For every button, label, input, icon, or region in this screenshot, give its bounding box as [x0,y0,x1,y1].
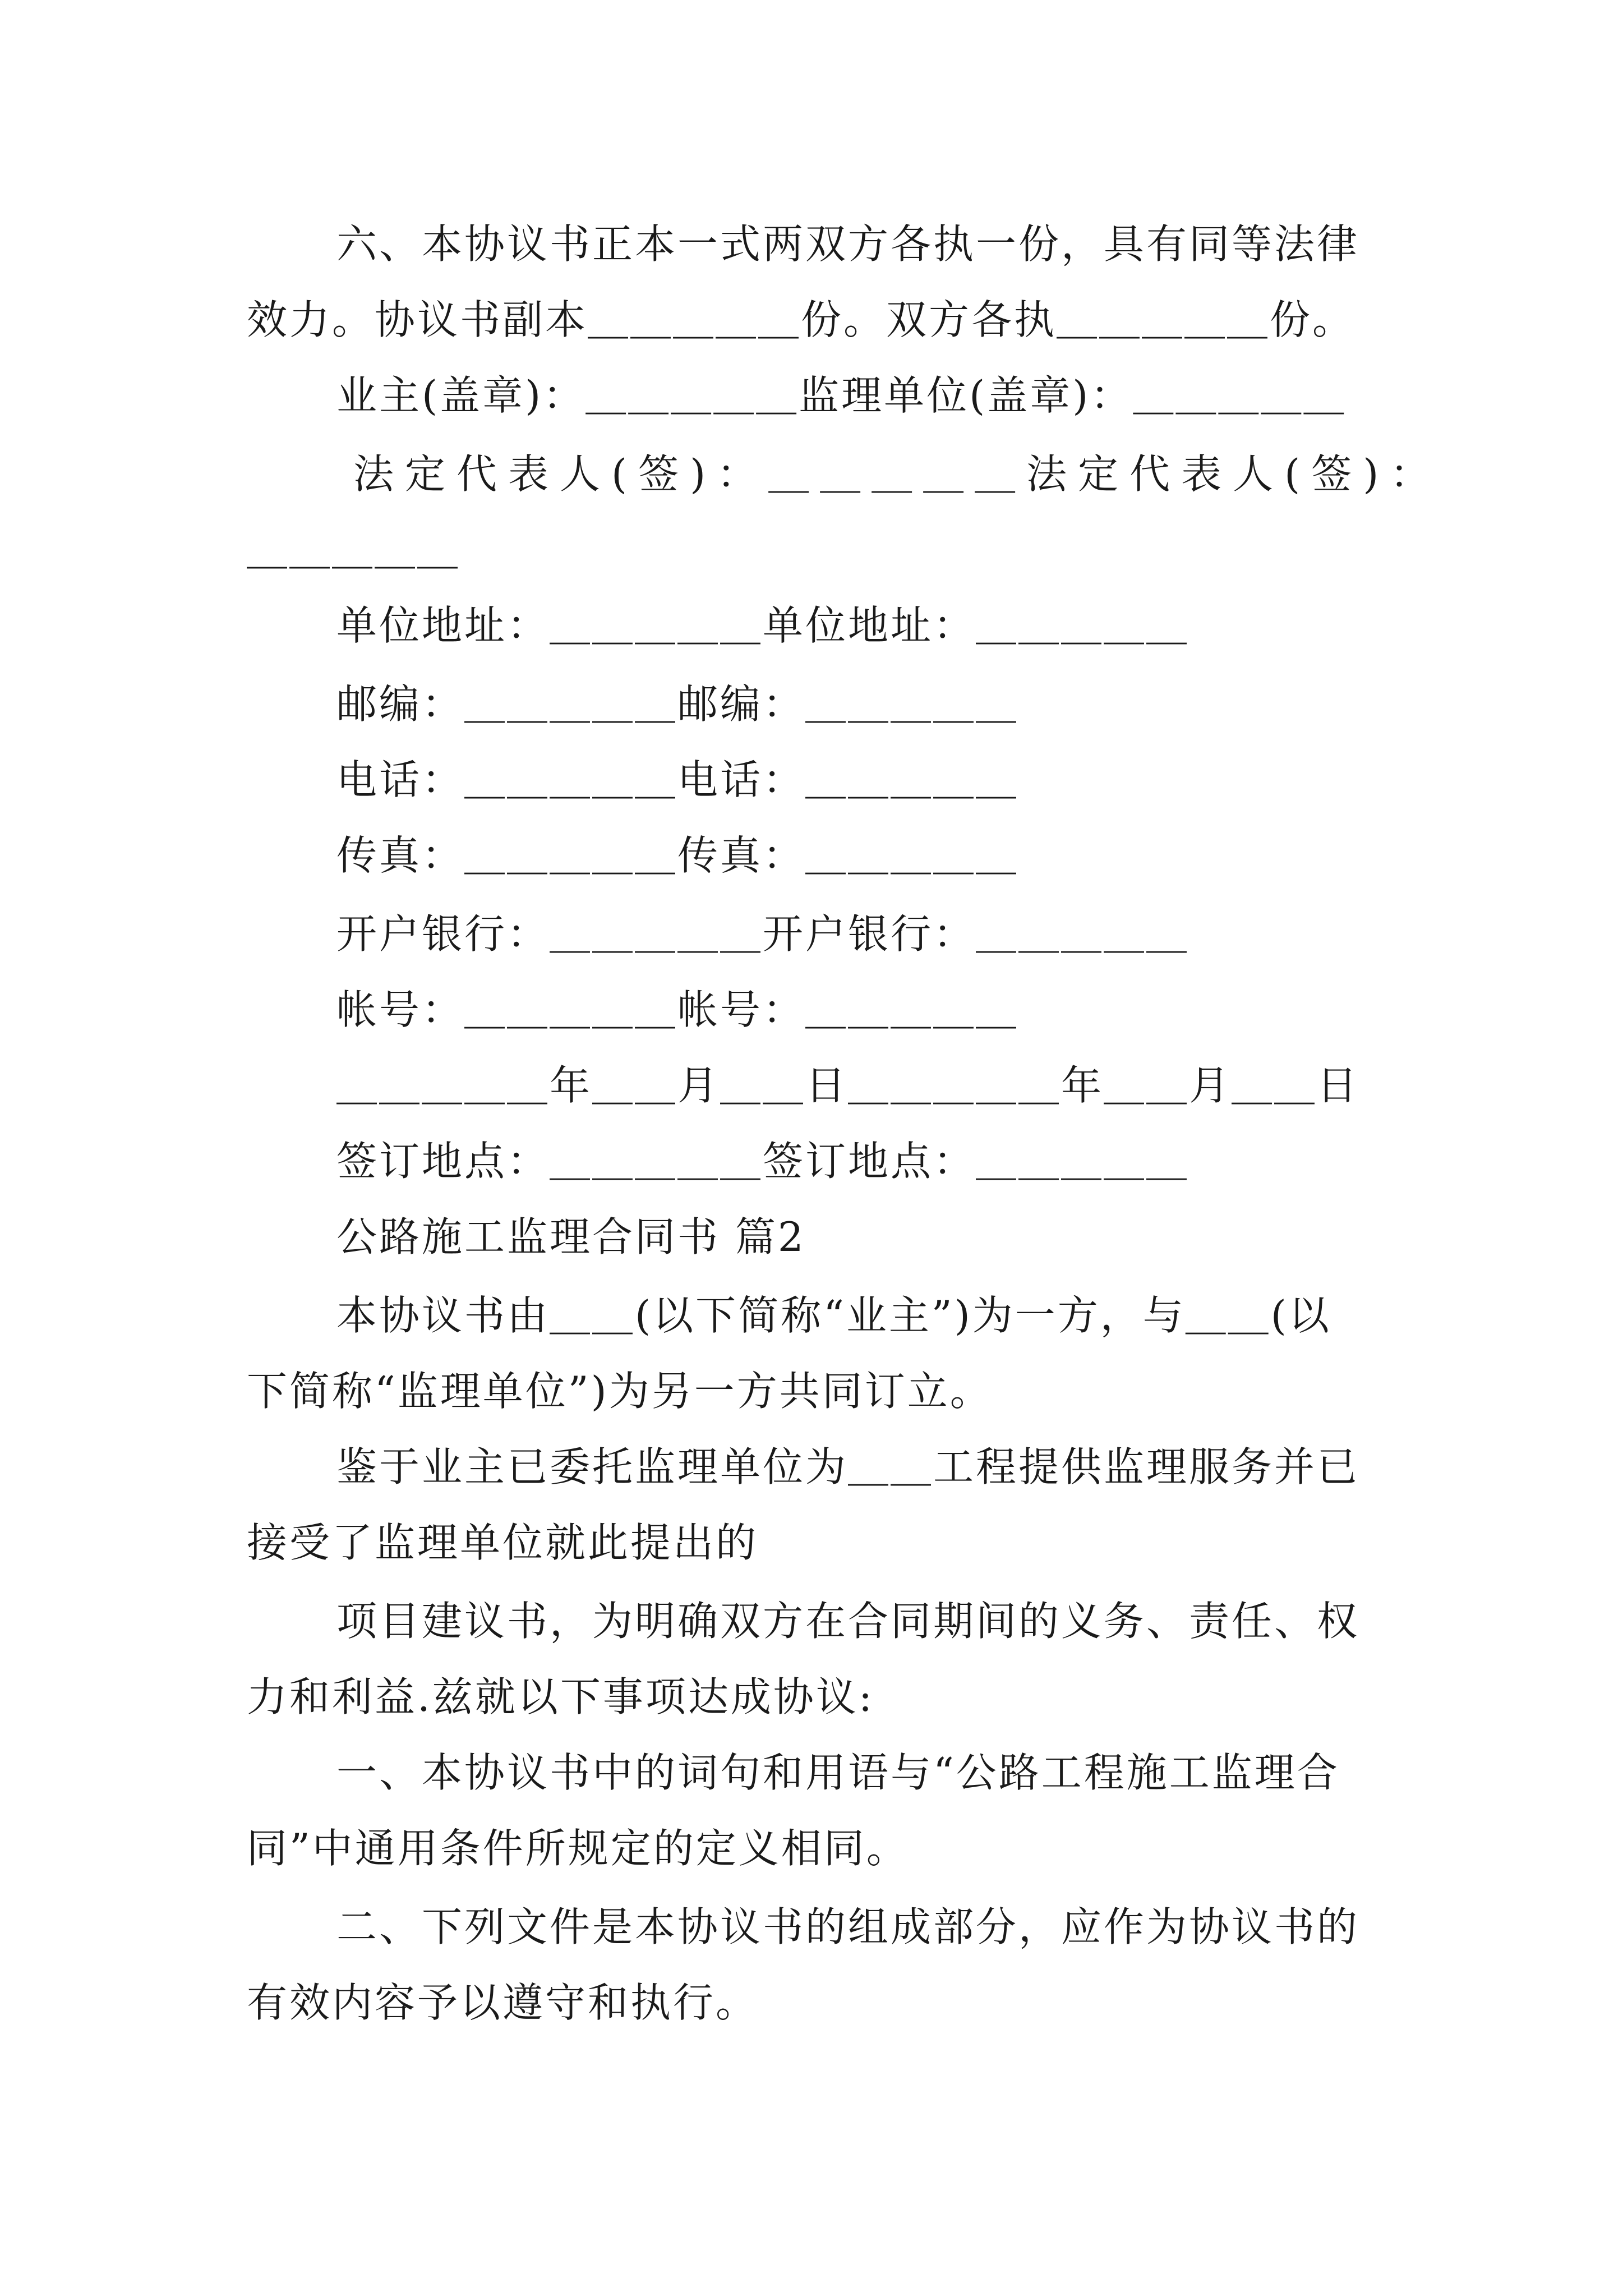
text-line: 法定代表人(签)：＿＿＿＿＿法定代表人(签)： [353,450,1442,498]
text-line: 电话：＿＿＿＿＿电话：＿＿＿＿＿ [336,756,1019,803]
text-line: 开户银行：＿＿＿＿＿开户银行：＿＿＿＿＿ [336,910,1189,958]
text-line: ＿＿＿＿＿年＿＿月＿＿日＿＿＿＿＿年＿＿月＿＿日 [336,1062,1360,1109]
text-line: 邮编：＿＿＿＿＿邮编：＿＿＿＿＿ [336,680,1019,728]
text-line: 签订地点：＿＿＿＿＿签订地点：＿＿＿＿＿ [336,1138,1189,1185]
text-line: 帐号：＿＿＿＿＿帐号：＿＿＿＿＿ [336,986,1019,1033]
text-line: 效力。协议书副本＿＿＿＿＿份。双方各执＿＿＿＿＿份。 [247,296,1355,343]
text-line: 本协议书由＿＿(以下简称“业主”)为一方，与＿＿(以 [336,1292,1331,1339]
text-line: 六、本协议书正本一式两双方各执一份，具有同等法律 [336,220,1360,268]
text-line: 业主(盖章)：＿＿＿＿＿监理单位(盖章)：＿＿＿＿＿ [336,372,1347,419]
text-line: 同”中通用条件所规定的定义相同。 [247,1825,909,1872]
text-line: 力和利益.兹就以下事项达成协议: [247,1673,875,1720]
text-line: 下简称“监理单位”)为另一方共同订立。 [247,1368,993,1415]
text-line: 项目建议书，为明确双方在合同期间的义务、责任、权 [336,1598,1360,1645]
text-line: ＿＿＿＿＿ [247,526,460,573]
section-heading: 公路施工监理合同书 篇2 [336,1213,806,1260]
text-line: 二、下列文件是本协议书的组成部分，应作为协议书的 [336,1903,1360,1950]
text-line: 一、本协议书中的词句和用语与“公路工程施工监理合 [336,1749,1340,1796]
text-line: 单位地址：＿＿＿＿＿单位地址：＿＿＿＿＿ [336,602,1189,649]
text-line: 有效内容予以遵守和执行。 [247,1979,759,2026]
text-line: 接受了监理单位就此提出的 [247,1519,759,1566]
text-line: 鉴于业主已委托监理单位为＿＿工程提供监理服务并已 [336,1443,1360,1490]
text-line: 传真：＿＿＿＿＿传真：＿＿＿＿＿ [336,832,1019,879]
